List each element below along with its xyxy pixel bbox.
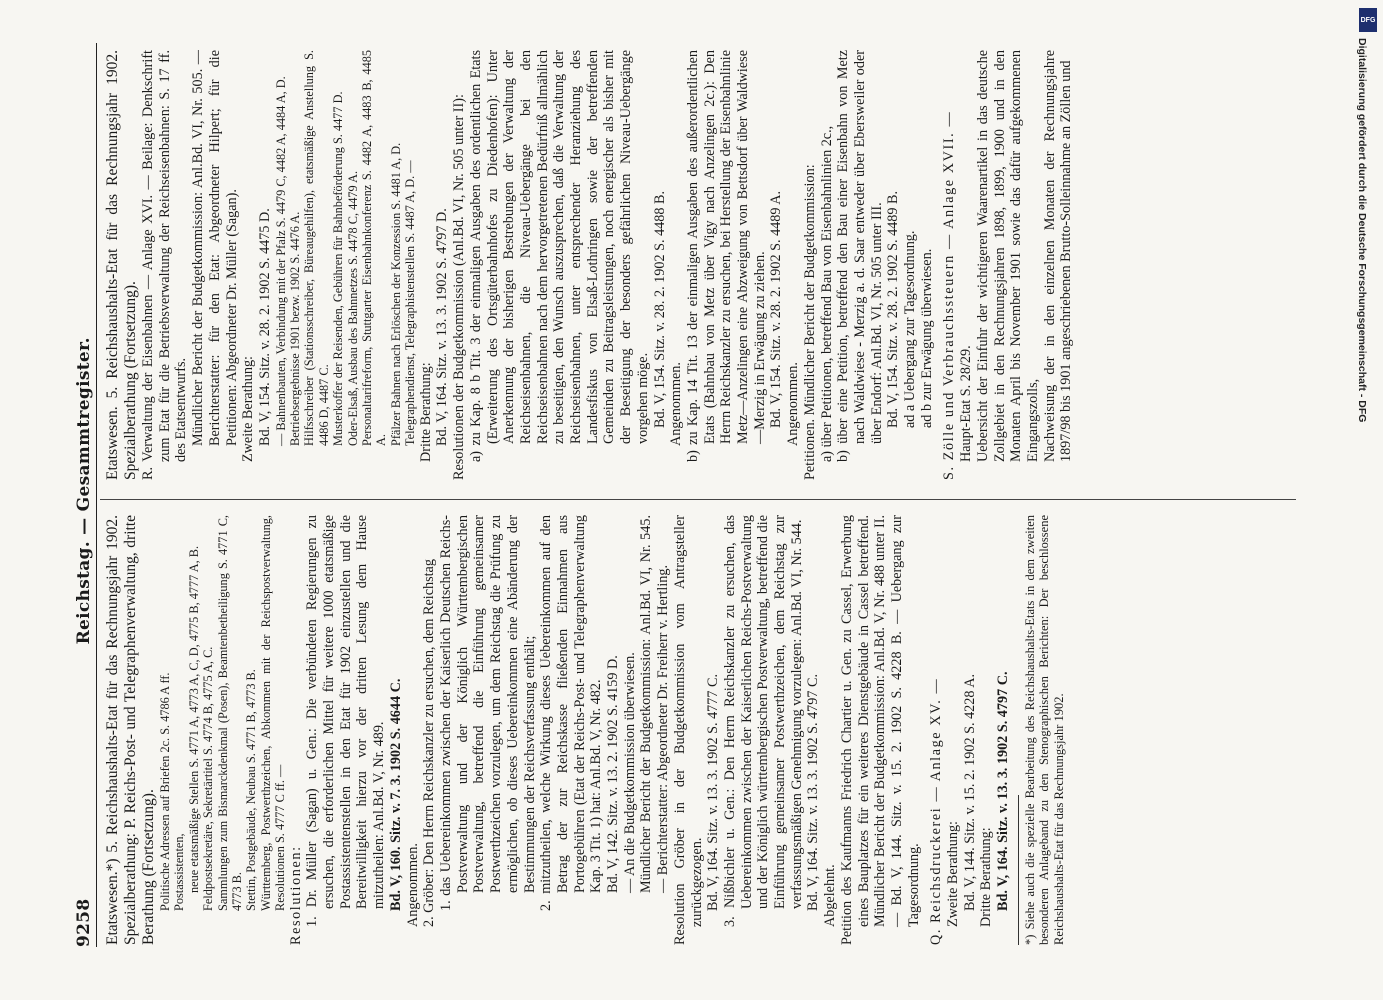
petition-entry: Petition des Kaufmanns Friedrich Chartier u. Gen. zu Cassel, Erwerbung eines Bauplatzes für ein weiteres Dienstgebäude in Cassel betreffend. Mündlicher Bericht der Budgetkommission: Anl.Bd. V, Nr. 488 unter II. — Bd. V, 144. Sitz. v. 15. 2. 1902 S. 4228 B. — Uebergang zur Tagesordnung. xyxy=(838,515,922,945)
footnote-rule xyxy=(1018,795,1019,945)
citation: Bd. V, 144. Sitz. v. 15. 2. 1902 S. 4228 A. xyxy=(961,673,978,911)
index-entry: Württemberg, Postwerthzeichen, Abkommen mit der Reichspostverwaltung, Resolutionen S. 4777 C ff. — xyxy=(258,515,288,911)
citation: Bd. V, 154. Sitz. v. 28. 2. 1902 S. 4489 B. xyxy=(885,190,902,428)
left-column xyxy=(104,515,1300,945)
index-entry: Sammlungen zum Bismarckdenkmal (Posen), Beamtenbetheiligung S. 4771 C, 4773 B. xyxy=(215,515,245,911)
resolution-entry: b) zu Kap. 14 Tit. 13 der einmaligen Ausgaben des außerordentlichen Etats (Bahnbau von Metz über Vigy nach Anzelingen 2c.): Den Herrn Reichskanzler zu ersuchen, bei Herstellung der Eisenbahnlinie Metz—Anzelingen eine Abzweigung von Bettsdorf über Waldwiese—Merzig in Erwägung zu ziehen. xyxy=(684,50,768,462)
index-entry: neue etatsmäßige Stellen S. 4771 A, 4773 A, C, D, 4775 B, 4777 A, B. xyxy=(186,545,201,893)
petition-subentry: b) über eine Petition, betreffend den Bau einer Eisenbahn von Metz nach Waldwiese - Merzig a. d. Saar entweder über Ebersweiler oder über Endorf: Anl.Bd. VI, Nr. 505 unter III. xyxy=(835,50,885,462)
resolution-entry: 2. Gröber: Den Herrn Reichskanzler zu ersuchen, dem Reichstag xyxy=(421,559,438,927)
section-heading: R. Verwaltung der Eisenbahnen — Anlage XVI. — Beilage: Denkschrift zum Etat für die Betriebsverwaltung der Reichseisenbahnen: S. 17 ff. des Etatsentwurfs. xyxy=(140,50,190,480)
index-entry: Personaltarifreform, Stuttgarter Eisenbahnkonferenz S. 4482 A, 4483 B, 4485 A. xyxy=(360,50,389,446)
index-entry: — Bahnenbauten, Verbindung mit der Pfalz S. 4479 C, 4482 A, 4484 A, D. xyxy=(273,76,288,446)
citation: Bd. V, 164. Sitz. v. 13. 3. 1902 S. 4797 C. xyxy=(805,673,822,911)
citation: Bd. V, 154. Sitz. v. 28. 2. 1902 S. 4489 A. xyxy=(768,190,785,428)
header-rule xyxy=(96,43,97,947)
status-text: — An die Budgetkommission überwiesen. xyxy=(621,652,638,893)
side-note: Digitalisierung gefördert durch die Deutsche Forschungsgemeinschaft - DFG xyxy=(1356,38,1368,423)
resolution-entry: 1. Dr. Müller (Sagan) u. Gen.: Die verbündeten Regierungen zu ersuchen, die erforderlichen Mittel für weitere 1000 etatsmäßige Postassistentenstellen in den Etat für 1902 einzustellen und die Bereitwilligkeit hierzu vor der dritten Lesung dem Hause mitzutheilen: Anl.Bd. V, Nr. 489. xyxy=(304,515,388,927)
running-title: Reichstag. — Gesammtregister. xyxy=(74,337,94,645)
section-heading: Q. Reichsdruckerei — Anlage XV. — xyxy=(928,677,945,945)
citation: Bd. V, 164. Sitz. v. 13. 3. 1902 S. 4797 C. xyxy=(995,671,1012,911)
subheading: Resolutionen der Budgetkommission (Anl.Bd. VI, Nr. 505 unter II): xyxy=(451,94,468,480)
citation: Bd. V, 164. Sitz. v. 13. 3. 1902 S. 4797 D. xyxy=(434,208,451,446)
resolution-entry: 3. Nißbichler u. Gen.: Den Herrn Reichskanzler zu ersuchen, das Uebereinkommen zwischen der Kaiserlichen Reichs-Postverwaltung und der Königlich württembergischen Postverwaltung, betreffend die Einführung gemeinsamer Postwerthzeichen, dem Reichstag zur verfassungsmäßigen Genehmigung vorzulegen: Anl.Bd. VI, Nr. 544. xyxy=(721,515,805,927)
section-heading: Etatswesen.*) 5. Reichshaushalts-Etat für das Rechnungsjahr 1902. Spezialberathung: P. Reichs-Post- und Telegraphenverwaltung, dritte Berathung (Fortsetzung). xyxy=(104,515,157,945)
index-entry: Stettin, Postgebäude, Neubau S. 4771 B, 4773 B. xyxy=(244,669,259,911)
footnote: *) Siehe auch die spezielle Bearbeitung des Reichshaushalts-Etats in dem zweiten besonderen Anlageband zu den Stenographischen Berichten: Der beschlossene Reichshaushalts-Etat für das Rechnungsjahr 1902. xyxy=(1022,515,1067,945)
index-entry: Feldpostsekretäre, Sekretärtitel S. 4774 B, 4775 A, C. xyxy=(201,646,216,911)
index-entry: Uebersicht der Einfuhr der wichtigeren Waarenartikel in das deutsche Zollgebiet in den Rechnungsjahren 1898, 1899, 1900 und in den Monaten April bis November 1901 sowie das dafür aufgekommenen Eingangszolls, xyxy=(974,50,1041,462)
status-text: Abgelehnt. xyxy=(822,864,839,927)
column-divider xyxy=(100,499,1296,500)
subheading: Zweite Berathung: xyxy=(945,821,962,927)
citation: Bd. V, 154. Sitz. v. 28. 2. 1902 S. 4488 B. xyxy=(651,190,668,428)
status-text: Angenommen. xyxy=(404,843,421,927)
subheading: Resolutionen: xyxy=(287,845,304,945)
petition-entry: Petitionen. Mündlicher Bericht der Budgetkommission: xyxy=(801,164,818,480)
citation: Bd. V, 142. Sitz. v. 13. 2. 1902 S. 4159 D. xyxy=(605,655,622,893)
index-entry: Postassistenten, xyxy=(172,833,187,911)
resolution-subentry: 2. mitzutheilen, welche Wirkung dieses Uebereinkommen auf den Betrag der zur Reichskasse fließenden Einnahmen aus Portogebühren (Etat der Reichs-Post- und Telegraphenverwaltung Kap. 3 Tit. 1) hat: Anl.Bd. V, Nr. 482. xyxy=(538,515,605,911)
page-number: 9258 xyxy=(74,898,94,947)
index-entry: Mündlicher Bericht der Budgetkommission: Anl.Bd. VI, Nr. 505. — Berichterstatter: für den Etat: Abgeordneter Hilpert; für die Petitionen: Abgeordneter Dr. Müller (Sagan). xyxy=(190,50,240,446)
index-entry: Pfälzer Bahnen nach Erlöschen der Konzession S. 4481 A, D. xyxy=(388,142,403,446)
citation: Bd. V, 164. Sitz. v. 13. 3. 1902 S. 4777 C. xyxy=(705,673,722,911)
subheading: Dritte Berathung: xyxy=(978,827,995,927)
index-entry: Musterkoffer der Reisenden, Gebühren für Bahnbeförderung S. 4477 D. xyxy=(331,91,346,446)
index-entry: Telegraphendienst, Telegraphistenstellen S. 4487 A, D. — xyxy=(403,160,418,446)
resolution-subentry: 1. das Uebereinkommen zwischen der Kaiserlich Deutschen Reichs-Postverwaltung und der Königlich Württembergischen Postverwaltung, betreffend die Einführung gemeinsamer Postwerthzeichen vorzulegen, um dem Reichstag die Prüfung zu ermöglichen, ob dieses Uebereinkommen eine Abänderung der Bestimmungen der Reichsverfassung enthält; xyxy=(437,515,538,911)
side-note-strip xyxy=(1356,8,1375,778)
resolution-entry: a) zu Kap. 8 b Tit. 3 der einmaligen Ausgaben des ordentlichen Etats (Erweiterung des Ortsgüterbahnhofes zu Diedenhofen): Unter Anerkennung der bisherigen Bestrebungen der Verwaltung der Reichseisenbahnen, die Niveau-Uebergänge bei den Reichseisenbahnen nach dem hervorgetretenen Bedürfniß allmählich zu beseitigen, den Wunsch auszusprechen, daß die Verwaltung der Reichseisenbahnen, unter entsprechender Heranziehung des Landesfiskus von Elsaß-Lothringen sowie der betreffenden Gemeinden zu Beitragsleistungen, noch energischer als bisher mit der Beseitigung der besonders gefährlichen Niveau-Uebergänge vorgehen möge. xyxy=(467,50,651,462)
index-entry: Oder-Elsaß, Ausbau des Bahnnetzes S. 4478 C, 4479 A. xyxy=(345,170,360,446)
page-header xyxy=(60,43,94,947)
section-heading: Etatswesen. 5. Reichshaushalts-Etat für das Rechnungsjahr 1902. Spezialberathung (Fortsetzung). xyxy=(104,50,139,480)
citation: Bd. V, 154. Sitz. v. 28. 2. 1902 S. 4475 D. xyxy=(256,208,273,446)
citation: Bd. V, 160. Sitz. v. 7. 3. 1902 S. 4644 C. xyxy=(387,678,404,911)
index-entry: Mündlicher Bericht der Budgetkommission: Anl.Bd. VI, Nr. 545. — Berichterstatter: Abgeordneter Dr. Freiherr v. Hertling. xyxy=(638,515,672,893)
index-entry: Nachweisung der in den einzelnen Monaten der Rechnungsjahre 1897/98 bis 1901 angeschriebenen Brutto-Solleinnahme an Zöllen und xyxy=(1041,50,1075,462)
index-entry: Betriebsergebnisse 1901 bezw. 1902 S. 4476 A. xyxy=(288,211,303,446)
dfg-logo: DFG xyxy=(1359,8,1377,32)
right-column xyxy=(104,50,1300,480)
subheading: Dritte Berathung: xyxy=(417,362,434,462)
index-entry: Resolution Gröber in der Budgetkommission vom Antragsteller zurückgezogen. xyxy=(671,515,705,945)
index-entry: Hilfsschreiber (Stationsschreiber, Büreaugehilfen), etatsmäßige Anstellung S. 4486 D, 4487 C. xyxy=(302,50,331,446)
section-heading: S. Zölle und Verbrauchssteuern — Anlage XVII. — xyxy=(941,110,958,480)
status-text: Angenommen. xyxy=(668,362,685,446)
subheading: Haupt-Etat S. 28/29. xyxy=(958,345,975,462)
status-text: ad a Uebergang zur Tagesordnung. xyxy=(902,230,919,428)
rotated-register-page xyxy=(60,35,1300,955)
status-text: Angenommen. xyxy=(785,362,802,446)
subheading: Zweite Berathung: xyxy=(240,356,257,462)
petition-subentry: a) über Petitionen, betreffend Bau von Eisenbahnlinien 2c., xyxy=(818,125,835,462)
index-entry: Politische Adressen auf Briefen 2c. S. 4786 A ff. xyxy=(158,672,172,911)
status-text: ad b zur Erwägung überwiesen. xyxy=(918,248,935,428)
